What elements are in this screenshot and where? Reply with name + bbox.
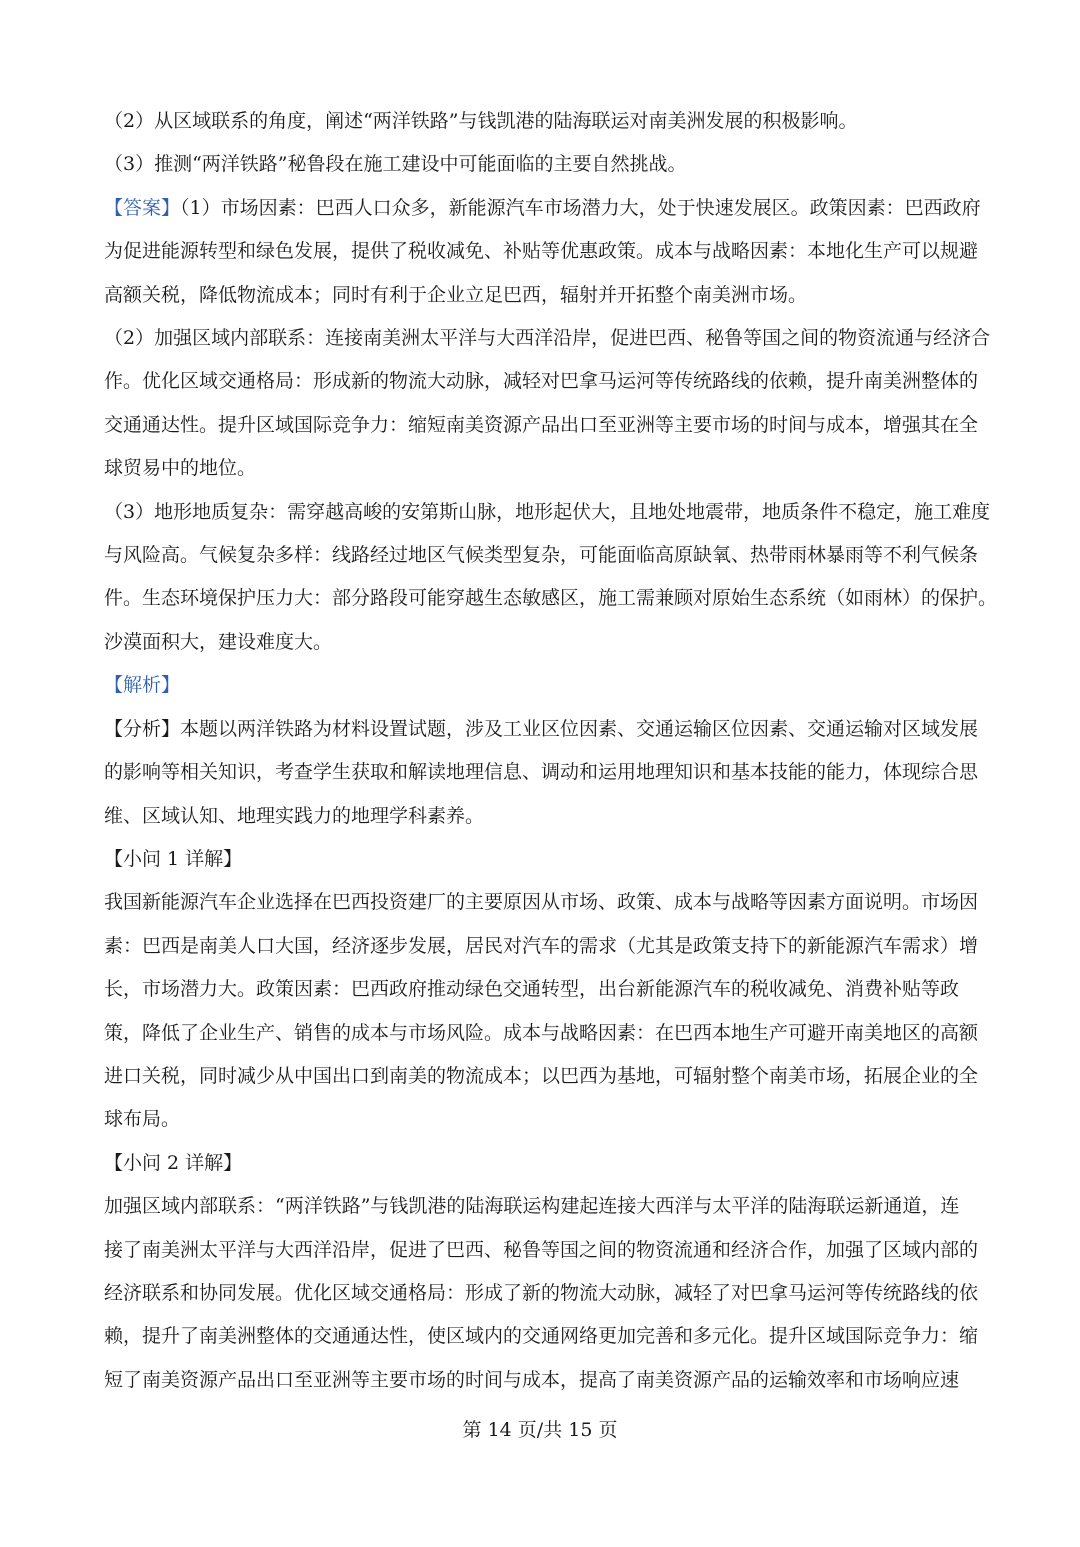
detail-1-line: 我国新能源汽车企业选择在巴西投资建厂的主要原因从市场、政策、成本与战略等因素方面说明。市场因 xyxy=(104,891,979,914)
analysis-label: 【解析】 xyxy=(104,674,181,697)
answer-text: （1）市场因素：巴西人口众多，新能源汽车市场潜力大，处于快速发展区。政策因素：巴西政府 xyxy=(180,196,981,219)
answer-line: 高额关税，降低物流成本；同时有利于企业立足巴西，辐射并开拓整个南美洲市场。 xyxy=(104,283,808,306)
question-3: （3）推测“两洋铁路”秘鲁段在施工建设中可能面临的主要自然挑战。 xyxy=(104,153,687,176)
question-2: （2）从区域联系的角度，阐述“两洋铁路”与钱凯港的陆海联运对南美洲发展的积极影响。 xyxy=(104,110,858,132)
answer-line: 为促进能源转型和绿色发展，提供了税收减免、补贴等优惠政策。成本与战略因素：本地化生产可以规避 xyxy=(104,240,979,263)
answer-line: 沙漠面积大，建设难度大。 xyxy=(104,630,333,653)
detail-2-line: 短了南美资源产品出口至亚洲等主要市场的时间与成本，提高了南美资源产品的运输效率和市场响应速 xyxy=(104,1368,960,1391)
answer-line: 作。优化区域交通格局：形成新的物流大动脉，减轻对巴拿马运河等传统路线的依赖，提升南美洲整体的 xyxy=(104,370,979,393)
answer-line: 件。生态环境保护压力大：部分路段可能穿越生态敏感区，施工需兼顾对原始生态系统（如雨林）的保护。 xyxy=(104,587,998,610)
detail-1-line: 策，降低了企业生产、销售的成本与市场风险。成本与战略因素：在巴西本地生产可避开南美地区的高额 xyxy=(104,1021,979,1044)
detail-1-line: 球布局。 xyxy=(104,1108,181,1131)
answer-line: （2）加强区域内部联系：连接南美洲太平洋与大西洋沿岸，促进巴西、秘鲁等国之间的物资流通与经济合 xyxy=(104,327,991,350)
analysis-line: 维、区域认知、地理实践力的地理学科素养。 xyxy=(104,804,485,827)
detail-2-heading: 【小问 2 详解】 xyxy=(104,1151,243,1174)
detail-2-line: 赖，提升了南美洲整体的交通通达性，使区域内的交通网络更加完善和多元化。提升区域国际竞争力：缩 xyxy=(104,1325,979,1348)
detail-2-line: 经济联系和协同发展。优化区域交通格局：形成了新的物流大动脉，减轻了对巴拿马运河等传统路线的依 xyxy=(104,1281,979,1304)
answer-line: 交通通达性。提升区域国际竞争力：缩短南美资源产品出口至亚洲等主要市场的时间与成本，增强其在全 xyxy=(104,413,979,436)
answer-label: 【答案】 xyxy=(104,196,181,219)
analysis-line: 【分析】本题以两洋铁路为材料设置试题，涉及工业区位因素、交通运输区位因素、交通运输对区域发展 xyxy=(104,717,979,740)
page-content xyxy=(104,100,1008,1402)
detail-1-line: 进口关税，同时减少从中国出口到南美的物流成本；以巴西为基地，可辐射整个南美市场，拓展企业的全 xyxy=(104,1064,979,1087)
page-number: 第 14 页/共 15 页 xyxy=(462,1419,618,1441)
analysis-line: 的影响等相关知识，考查学生获取和解读地理信息、调动和运用地理知识和基本技能的能力，体现综合思 xyxy=(104,761,979,784)
answer-line: 与风险高。气候复杂多样：线路经过地区气候类型复杂，可能面临高原缺氧、热带雨林暴雨等不利气候条 xyxy=(104,544,979,567)
detail-1-line: 素：巴西是南美人口大国，经济逐步发展，居民对汽车的需求（尤其是政策支持下的新能源汽车需求）增 xyxy=(104,934,979,957)
detail-2-line: 接了南美洲太平洋与大西洋沿岸，促进了巴西、秘鲁等国之间的物资流通和经济合作，加强了区域内部的 xyxy=(104,1238,979,1261)
detail-2-line: 加强区域内部联系：“两洋铁路”与钱凯港的陆海联运构建起连接大西洋与太平洋的陆海联运新通道，连 xyxy=(104,1195,960,1218)
answer-line: 球贸易中的地位。 xyxy=(104,457,257,480)
detail-1-heading: 【小问 1 详解】 xyxy=(104,847,243,870)
answer-line xyxy=(104,187,1008,230)
detail-1-line: 长，市场潜力大。政策因素：巴西政府推动绿色交通转型，出台新能源汽车的税收减免、消费补贴等政 xyxy=(104,978,960,1001)
answer-line: （3）地形地质复杂：需穿越高峻的安第斯山脉，地形起伏大，且地处地震带，地质条件不稳定，施工难度 xyxy=(104,500,991,523)
